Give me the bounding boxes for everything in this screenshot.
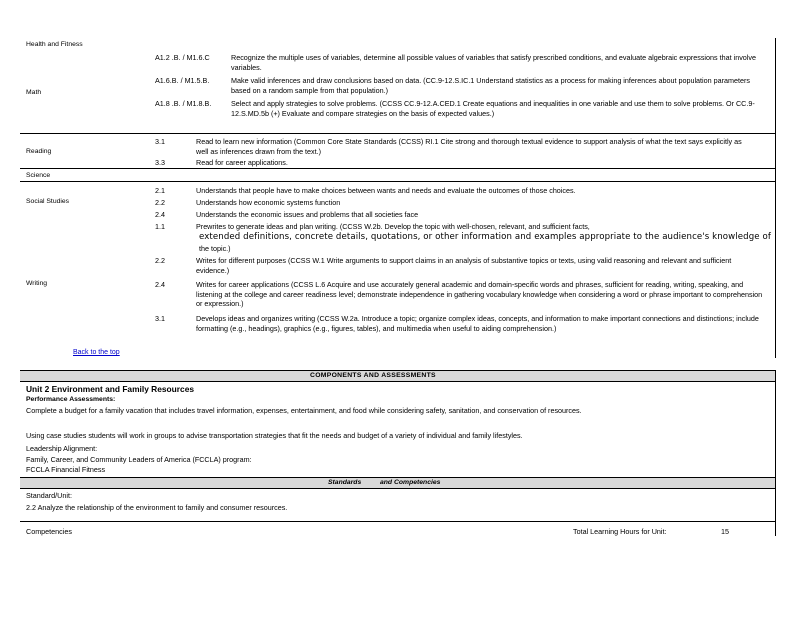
writing-text-2: Writes for different purposes (CCSS W.1 Write arguments to support claims in an analysis of substantive topics or texts, using valid reasoning and relevant and sufficient evidence.) (196, 256, 732, 275)
reading-num-2: 3.3 (155, 158, 165, 167)
components-header: COMPONENTS AND ASSESSMENTS (310, 372, 436, 379)
table-right-border (775, 38, 776, 358)
leadership-text-2: FCCLA Financial Fitness (26, 465, 106, 474)
divider-science-social (20, 181, 776, 182)
math-text-1: Recognize the multiple uses of variables, determine all possible values of variables that satisfy prescribed conditions, and evaluate algebraic expressions that involve variables. (231, 53, 756, 72)
social-num-3: 2.4 (155, 210, 165, 219)
performance-label: Performance Assessments: (26, 396, 116, 403)
reading-text-2: Read for career applications. (196, 158, 288, 167)
subject-reading: Reading (26, 148, 52, 155)
writing-num-1: 1.1 (155, 222, 165, 231)
subject-health: Health and Fitness (26, 41, 83, 48)
reading-text-1: Read to learn new information (Common Core State Standards (CCSS) RI.1 Cite strong and thorough textual evidence to support analysis of what the text says explicitly as well as inferences drawn from the text.) (196, 137, 742, 156)
social-text-3: Understands the economic issues and problems that all societies face (196, 210, 419, 219)
case-study-text: Using case studies students will work in groups to advise transportation strategies that fit the needs and budget of a variety of individual and family lifestyles. (26, 431, 523, 440)
standards-header-2: and Competencies (380, 479, 441, 486)
social-text-1: Understands that people have to make choices between wants and needs and evaluate the outcomes of those choices. (196, 186, 576, 195)
math-text-3: Select and apply strategies to solve problems. (CCSS CC.9-12.A.CED.1 Create equations and inequalities in one variable and use them to solve problems. Or CC.9-12.S.MD.5b (+) Evaluate and compare strategies on the basis of expected values.) (231, 99, 755, 118)
math-code-1: A1.2 .B. / M1.6.C (155, 53, 210, 62)
total-hours-value: 15 (721, 527, 729, 536)
total-hours-label: Total Learning Hours for Unit: (573, 527, 667, 536)
writing-text-1c: the topic.) (199, 244, 231, 253)
math-code-2: A1.6.B. / M1.5.B. (155, 76, 210, 85)
performance-text: Complete a budget for a family vacation that includes travel information, expenses, entertainment, and food while considering safety, sanitation, and conservation of resources. (26, 406, 582, 415)
divider-reading-science (20, 168, 776, 169)
unit-title: Unit 2 Environment and Family Resources (26, 384, 195, 394)
math-text-2: Make valid inferences and draw conclusions based on data. (CC.9-12.S.IC.1 Understand statistics as a process for making inferences about population parameters based on a random sample from that population.) (231, 76, 750, 95)
writing-text-1a: Prewrites to generate ideas and plan writing. (CCSS W.2b. Develop the topic with well-chosen, relevant, and sufficient facts, (196, 222, 590, 231)
writing-num-3: 2.4 (155, 280, 165, 289)
standards-header-bottom (20, 488, 776, 489)
social-text-2: Understands how economic systems function (196, 198, 341, 207)
writing-text-4: Develops ideas and organizes writing (CCSS W.2a. Introduce a topic; organize complex ideas, concepts, and information to make important connections and distinctions; include formatting (e.g., headings), graphics (e.g., figures, tables), and multimedia when useful to aiding comprehension.) (196, 314, 759, 333)
writing-text-1b: extended definitions, concrete details, quotations, or other information and examples appropriate to the audience's knowledge of (199, 232, 771, 242)
competencies-top-border (20, 521, 776, 522)
divider-math-reading (20, 133, 776, 134)
social-num-1: 2.1 (155, 186, 165, 195)
competencies-label: Competencies (26, 527, 72, 536)
back-to-top-link[interactable]: Back to the top (73, 349, 120, 356)
social-num-2: 2.2 (155, 198, 165, 207)
subject-math: Math (26, 89, 42, 96)
standard-2-2: 2.2 Analyze the relationship of the environment to family and consumer resources. (26, 503, 288, 512)
table-right-border-lower (775, 370, 776, 536)
leadership-label: Leadership Alignment: (26, 444, 98, 453)
math-code-3: A1.8 .B. / M1.8.B. (155, 99, 212, 108)
writing-num-4: 3.1 (155, 314, 165, 323)
subject-science: Science (26, 172, 51, 179)
leadership-text-1: Family, Career, and Community Leaders of America (FCCLA) program: (26, 455, 252, 464)
reading-num-1: 3.1 (155, 137, 165, 146)
subject-writing: Writing (26, 280, 48, 287)
subject-social: Social Studies (26, 198, 70, 205)
components-header-bottom (20, 381, 776, 382)
standards-header-1: Standards (328, 479, 362, 486)
writing-num-2: 2.2 (155, 256, 165, 265)
writing-text-3: Writes for career applications (CCSS L.6 Acquire and use accurately general academic and domain-specific words and phrases, sufficient for reading, writing, speaking, and listening at the college and career readiness level; demonstrate independence in gathering vocabulary knowledge when considering a word or phrase important to comprehension or expression.) (196, 280, 763, 309)
standard-unit-label: Standard/Unit: (26, 491, 72, 500)
